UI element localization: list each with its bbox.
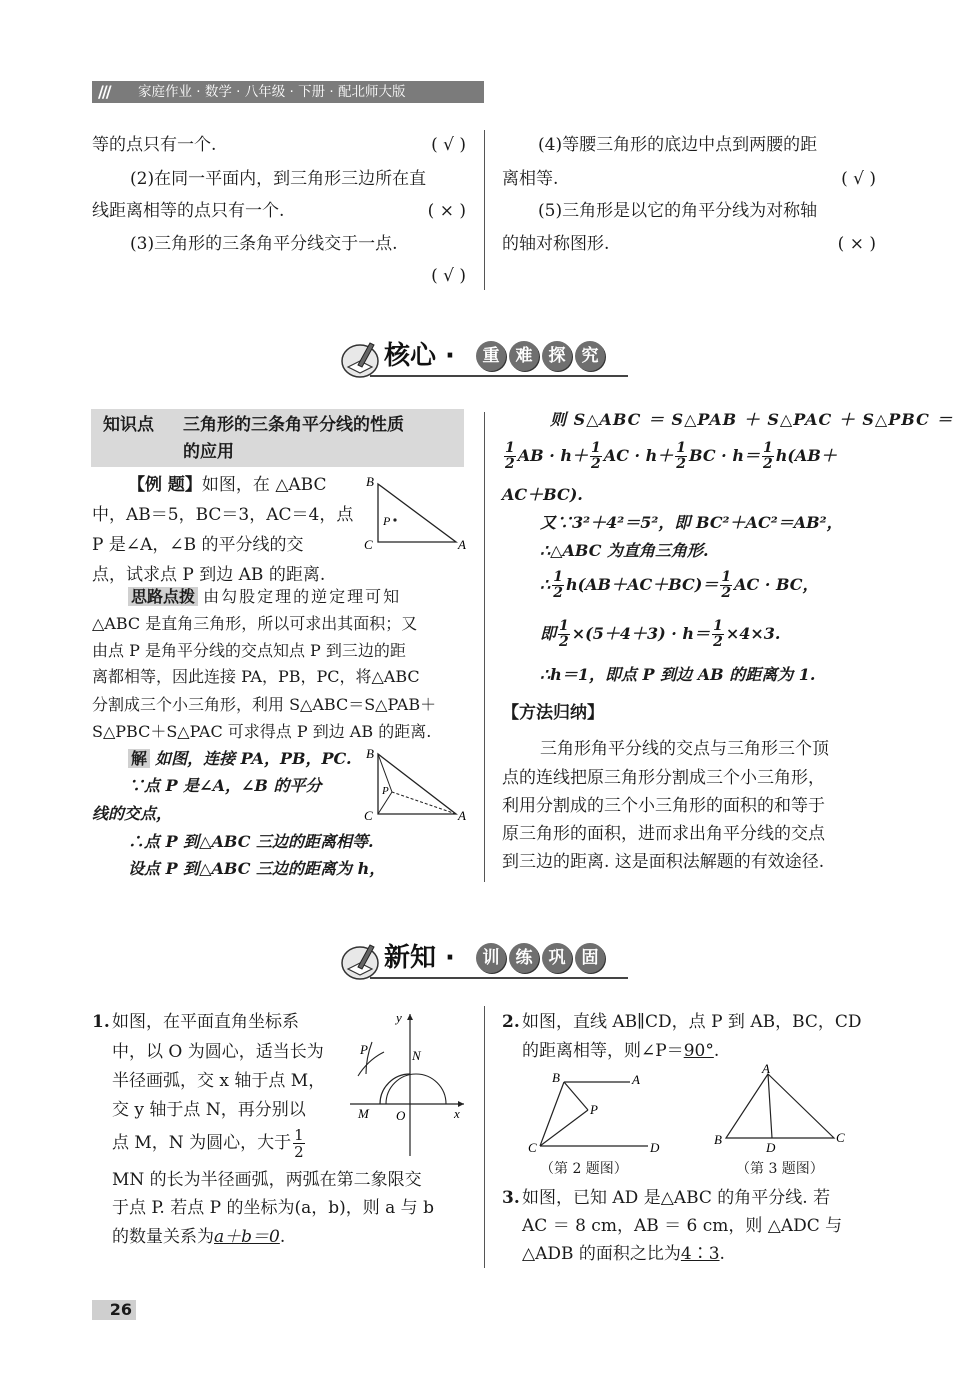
q3-text-3: △ADB 的面积之比为 (522, 1244, 681, 1264)
top-right-line-4: 的轴对称图形. (502, 234, 610, 254)
section-banner-new (340, 937, 630, 983)
q3-line-1: 如图，已知 AD 是△ABC 的角平分线. 若 (522, 1188, 831, 1208)
top-right-mark-1: ( √ ) (841, 169, 876, 189)
q1-line-3: 半径画弧，交 x 轴于点 M， (112, 1071, 326, 1091)
top-left-line-3: 线距离相等的点只有一个. (92, 201, 285, 221)
banner-main-text: 新知 · (384, 943, 455, 973)
column-divider-middle (484, 412, 485, 882)
sr-l7c: ×4×3. (725, 624, 781, 643)
top-left-mark-2: ( × ) (427, 201, 466, 221)
pen-book-icon (340, 337, 380, 379)
fig2-label-d: D (650, 1140, 660, 1155)
sr-l7a: 即 (540, 624, 557, 643)
fig-ex-label-b: B (366, 474, 374, 489)
coord-label-x: x (454, 1106, 460, 1121)
half-den-3: 2 (676, 456, 687, 472)
top-left-mark-3: ( √ ) (431, 266, 466, 286)
q3-answer: 4∶3 (680, 1244, 720, 1264)
fig-ex-label-c: C (364, 537, 373, 552)
q1-line-7: 于点 P. 若点 P 的坐标为(a，b)，则 a 与 b (112, 1198, 434, 1218)
hint-line-4: 离都相等，因此连接 PA，PB，PC，将△ABC (92, 667, 420, 686)
q1-answer: a＋b＝0 (214, 1227, 280, 1247)
solution-right-line-7 (540, 616, 780, 652)
top-left-line-1: 等的点只有一个. (92, 135, 217, 155)
fig-sol-label-b: B (366, 746, 374, 761)
solution-text-1: 如图，连接 PA，PB，PC. (155, 749, 352, 768)
top-right-line-2: 离相等. (502, 169, 559, 189)
sr-l2b: AC · h＋ (603, 446, 674, 465)
fig-sol-label-c: C (364, 808, 373, 823)
fig2-label-a: A (632, 1072, 640, 1087)
half-num-7: 1 (559, 618, 569, 634)
half-num-3: 1 (676, 440, 687, 456)
q1-line-8 (112, 1222, 285, 1253)
q1-end: . (279, 1227, 286, 1247)
example-triangle-figure (362, 472, 472, 552)
coord-label-m: M (358, 1106, 369, 1121)
fig2-label-p: P (590, 1102, 598, 1117)
banner-char-4: 究 (575, 341, 605, 371)
figure-2 (526, 1068, 676, 1158)
q1-line-5 (112, 1124, 307, 1162)
q2-line-1: 如图，直线 AB∥CD，点 P 到 AB，BC，CD (522, 1012, 862, 1032)
banner-underline (370, 977, 628, 979)
half-den-5: 2 (553, 585, 563, 601)
sr-l6b: h(AB＋AC＋BC)＝ (565, 575, 719, 594)
solution-right-line-6 (540, 567, 819, 603)
fig2-label-b: B (552, 1070, 560, 1085)
half-den-8: 2 (713, 634, 723, 650)
half-num-6: 1 (721, 569, 732, 585)
q3-number: 3. (502, 1188, 520, 1208)
knowledge-point-title-2: 的应用 (183, 442, 234, 462)
hint-tag: 思路点拨 (128, 587, 198, 606)
half-den-1: 2 (505, 456, 515, 472)
knowledge-point-title-1: 三角形的三条角平分线的性质 (183, 415, 404, 435)
half-num-2: 1 (591, 440, 601, 456)
solution-line-5: 设点 P 到△ABC 三边的距离为 h， (128, 859, 386, 878)
pen-book-icon (340, 939, 380, 981)
solution-right-line-8: ∴h＝1，即点 P 到边 AB 的距离为 1. (540, 665, 816, 684)
example-line-1 (128, 470, 327, 501)
banner-char-1: 训 (476, 943, 506, 973)
top-right-line-3: (5)三角形是以它的角平分线为对称轴 (538, 201, 818, 221)
solution-triangle-figure (362, 746, 472, 826)
knowledge-point-box (91, 409, 464, 467)
banner-char-3: 巩 (542, 943, 572, 973)
fig-ex-label-p: P (383, 514, 391, 528)
hint-line-2: △ABC 是直角三角形，所以可求出其面积；又 (92, 614, 418, 633)
sr-l2d: h(AB＋ (775, 446, 837, 465)
method-line-4: 原三角形的面积，进而求出角平分线的交点 (502, 824, 825, 844)
example-line-2: 中，AB＝5，BC＝3，AC＝4，点 (92, 505, 354, 525)
fig-ex-label-a: A (458, 537, 466, 552)
figure-3-caption: （第 3 题图） (736, 1161, 824, 1177)
q1-frac-den: 2 (294, 1143, 304, 1161)
banner-char-1: 重 (476, 341, 506, 371)
half-num-5: 1 (553, 569, 563, 585)
sr-l6c: AC · BC， (734, 575, 819, 594)
q2-end: . (713, 1041, 720, 1061)
section-banner-core (340, 335, 630, 381)
hint-line-6: S△PBC＋S△PAC 可求得点 P 到边 AB 的距离. (92, 722, 432, 741)
q1-line-6: MN 的长为半径画弧，两弧在第二象限交 (112, 1170, 422, 1190)
method-line-2: 点的连线把原三角形分割成三个小三角形， (502, 768, 825, 788)
banner-char-3: 探 (542, 341, 572, 371)
top-left-line-2: (2)在同一平面内，到三角形三边所在直 (130, 169, 427, 189)
q3-line-2: AC ＝ 8 cm，AB ＝ 6 cm，则 △ADC 与 (522, 1216, 843, 1236)
example-tag: 【例 题】 (128, 475, 202, 495)
sr-l6a: ∴ (540, 575, 551, 594)
top-right-line-1: (4)等腰三角形的底边中点到两腰的距 (538, 135, 818, 155)
half-den-6: 2 (721, 585, 732, 601)
header-slashes: /// (98, 82, 110, 101)
solution-right-line-5: ∴△ABC 为直角三角形. (540, 541, 709, 560)
top-left-mark-1: ( √ ) (431, 135, 466, 155)
fig2-label-c: C (528, 1140, 537, 1155)
coord-label-n: N (412, 1048, 421, 1063)
solution-right-line-3: AC＋BC). (502, 485, 583, 504)
coord-label-o: O (396, 1108, 406, 1123)
header-title: 家庭作业 · 数学 · 八年级 · 下册 · 配北师大版 (138, 84, 406, 100)
hint-line-5: 分割成三个小三角形，利用 S△ABC＝S△PAB＋ (92, 695, 437, 714)
banner-main-text: 核心 · (384, 341, 455, 371)
half-num-8: 1 (713, 618, 723, 634)
q2-line-2 (522, 1036, 719, 1067)
example-line-4: 点，试求点 P 到边 AB 的距离. (92, 565, 326, 585)
fig3-label-b: B (714, 1132, 722, 1147)
sr-l2a: AB · h＋ (517, 446, 589, 465)
example-text-1: 如图，在 △ABC (201, 475, 327, 495)
coordinate-figure (346, 1010, 470, 1160)
solution-line-4: ∴点 P 到△ABC 三边的距离相等. (128, 832, 374, 851)
solution-line-3: 线的交点， (92, 804, 173, 823)
top-left-line-4: (3)三角形的三条角平分线交于一点. (130, 234, 398, 254)
q1-line-4: 交 y 轴于点 N，再分别以 (112, 1100, 306, 1120)
q1-line-1: 如图，在平面直角坐标系 (112, 1012, 299, 1032)
example-line-3: P 是∠A，∠B 的平分线的交 (92, 535, 304, 555)
q3-end: . (719, 1244, 725, 1264)
q1-number: 1. (92, 1012, 110, 1032)
top-right-mark-2: ( × ) (837, 234, 876, 254)
half-den-2: 2 (591, 456, 601, 472)
solution-line-2: ∵点 P 是∠A，∠B 的平分 (128, 776, 322, 795)
solution-right-line-1: 则 S△ABC ＝ S△PAB ＋ S△PAC ＋ S△PBC ＝ (550, 410, 954, 429)
q1-text-5: 点 M，N 为圆心，大于 (112, 1133, 292, 1153)
half-den-7: 2 (559, 634, 569, 650)
column-divider-bottom (484, 1006, 485, 1268)
q3-line-3 (522, 1239, 725, 1270)
page-number: 26 (92, 1300, 136, 1320)
solution-right-line-4: 又∵3²＋4²＝5²，即 BC²＋AC²＝AB²， (540, 513, 843, 532)
q1-line-2: 中，以 O 为圆心，适当长为 (112, 1042, 324, 1062)
q2-text-2: 的距离相等，则∠P＝ (522, 1041, 684, 1061)
method-line-1: 三角形角平分线的交点与三角形三个顶 (540, 739, 829, 759)
hint-text-1: 由勾股定理的逆定理可知 (203, 587, 402, 606)
method-line-3: 利用分割成的三个小三角形的面积的和等于 (502, 796, 825, 816)
figure-2-caption: （第 2 题图） (540, 1161, 628, 1177)
solution-tag: 解 (128, 749, 150, 768)
hint-line-1 (128, 582, 401, 612)
banner-char-2: 难 (509, 341, 539, 371)
q1-frac-num: 1 (294, 1126, 304, 1144)
hint-line-3: 由点 P 是角平分线的交点知点 P 到三边的距 (92, 641, 406, 660)
banner-char-4: 固 (575, 943, 605, 973)
running-header (92, 81, 484, 103)
fig3-label-d: D (766, 1140, 776, 1152)
coord-label-y: y (396, 1010, 402, 1025)
half-num-4: 1 (762, 440, 773, 456)
fig3-label-a: A (762, 1062, 770, 1076)
fig-sol-label-a: A (458, 808, 466, 823)
q2-answer: 90° (683, 1041, 714, 1061)
knowledge-point-label: 知识点 (103, 415, 154, 435)
fig3-label-c: C (836, 1130, 845, 1145)
method-title: 【方法归纳】 (502, 703, 604, 723)
banner-char-2: 练 (509, 943, 539, 973)
sr-l7b: ×(5＋4＋3) · h＝ (571, 624, 711, 643)
sr-l2c: BC · h＝ (689, 446, 760, 465)
method-line-5: 到三边的距离. 这是面积法解题的有效途径. (502, 852, 825, 872)
q2-number: 2. (502, 1012, 520, 1032)
half-den-4: 2 (762, 456, 773, 472)
figure-3 (712, 1062, 862, 1152)
half-num-1: 1 (505, 440, 515, 456)
fig-sol-label-p: P (382, 785, 389, 797)
solution-line-1 (128, 745, 352, 773)
coord-label-p: P (360, 1042, 368, 1057)
column-divider-top (484, 130, 485, 290)
q1-text-8: 的数量关系为 (112, 1227, 214, 1247)
solution-right-line-2 (502, 438, 837, 474)
banner-underline (370, 375, 628, 377)
